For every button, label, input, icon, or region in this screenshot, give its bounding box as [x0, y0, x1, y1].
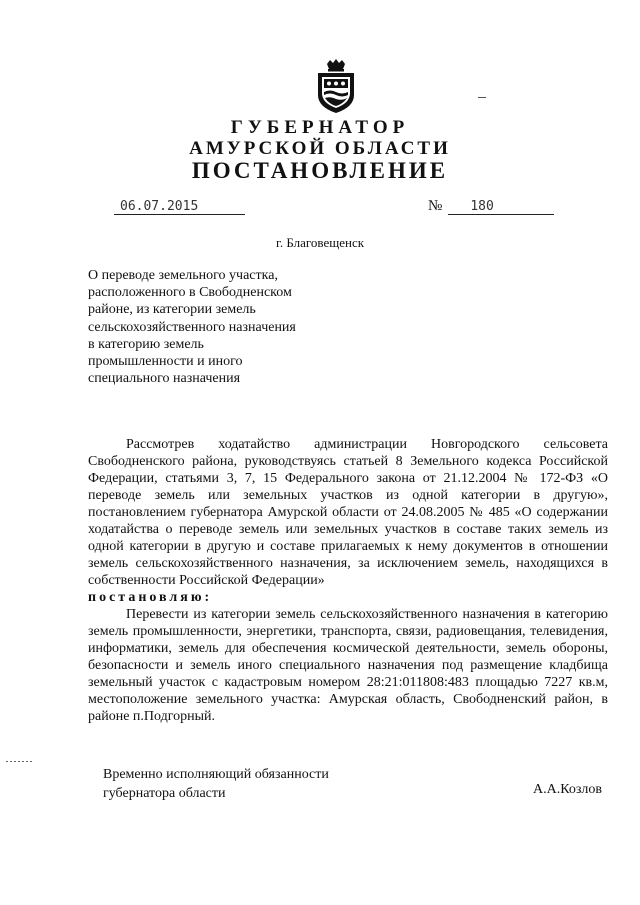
signatory-title-line: губернатора области — [103, 786, 226, 801]
preamble-paragraph: Рассмотрев ходатайство администрации Новгородского сельсовета Свободненского района, руководствуясь статьей 8 Земельного кодекса Российской Федерации, статьями 3, 7, 15 Федерального закона от 21.12.2004 № 172-ФЗ «О переводе земель или земельных участков из одной категории в другую», постановлением губернатора Амурской области от 24.08.2005 № 485 «О содержании ходатайства о переводе земель или земельных участков в составе таких земель из одной категории в другую и составе прилагаемых к нему документов в отношении земель сельскохозяйственного назначения, за исключением земель, находящихся в собственности Российской Федерации» — [88, 437, 608, 588]
subject-line: расположенного в Свободненском — [88, 285, 292, 301]
subject-line: О переводе земельного участка, — [88, 268, 278, 283]
subject-line: районе, из категории земель — [88, 302, 256, 318]
document-date-line — [114, 199, 245, 215]
decree-word: постановляю: — [88, 590, 213, 605]
city: г. Благовещенск — [275, 235, 365, 250]
signatory-title — [103, 765, 329, 803]
subject-line: сельскохозяйственного назначения — [88, 319, 296, 335]
document-date: 06.07.2015 — [114, 199, 245, 215]
signatory-name: А.А.Козлов — [533, 782, 602, 797]
signatory-title-line: Временно исполняющий обязанности — [103, 767, 329, 782]
document-number: 180 — [448, 199, 554, 215]
subject-line: промышленности и иного — [88, 354, 243, 370]
header-region: АМУРСКОЙ ОБЛАСТИ — [189, 138, 451, 159]
header-title: ГУБЕРНАТОР — [230, 117, 410, 138]
number-sign: № — [428, 198, 443, 214]
coat-of-arms-icon — [313, 58, 359, 114]
scan-mark — [6, 760, 32, 763]
document-type: ПОСТАНОВЛЕНИЕ — [191, 158, 449, 183]
scan-mark — [478, 96, 486, 99]
resolution-paragraph: Перевести из категории земель сельскохозяйственного назначения в категорию земель промышленности, энергетики, транспорта, связи, радиовещания, телевидения, информатики, земель для обеспечения космической деятельности, земель обороны, безопасности и земель иного специального назначения под размещение кладбища земельный участок с кадастровым номером 28:21:011808:483 площадью 7227 кв.м, местоположение земельного участка: Амурская область, Свободненский район, в районе п.Подгорный. — [88, 607, 608, 724]
document-body — [88, 436, 608, 725]
document-number-line — [428, 197, 554, 215]
subject-line: специального назначения — [88, 371, 241, 387]
document-subject — [88, 267, 328, 387]
subject-line: в категорию земель — [88, 336, 204, 352]
